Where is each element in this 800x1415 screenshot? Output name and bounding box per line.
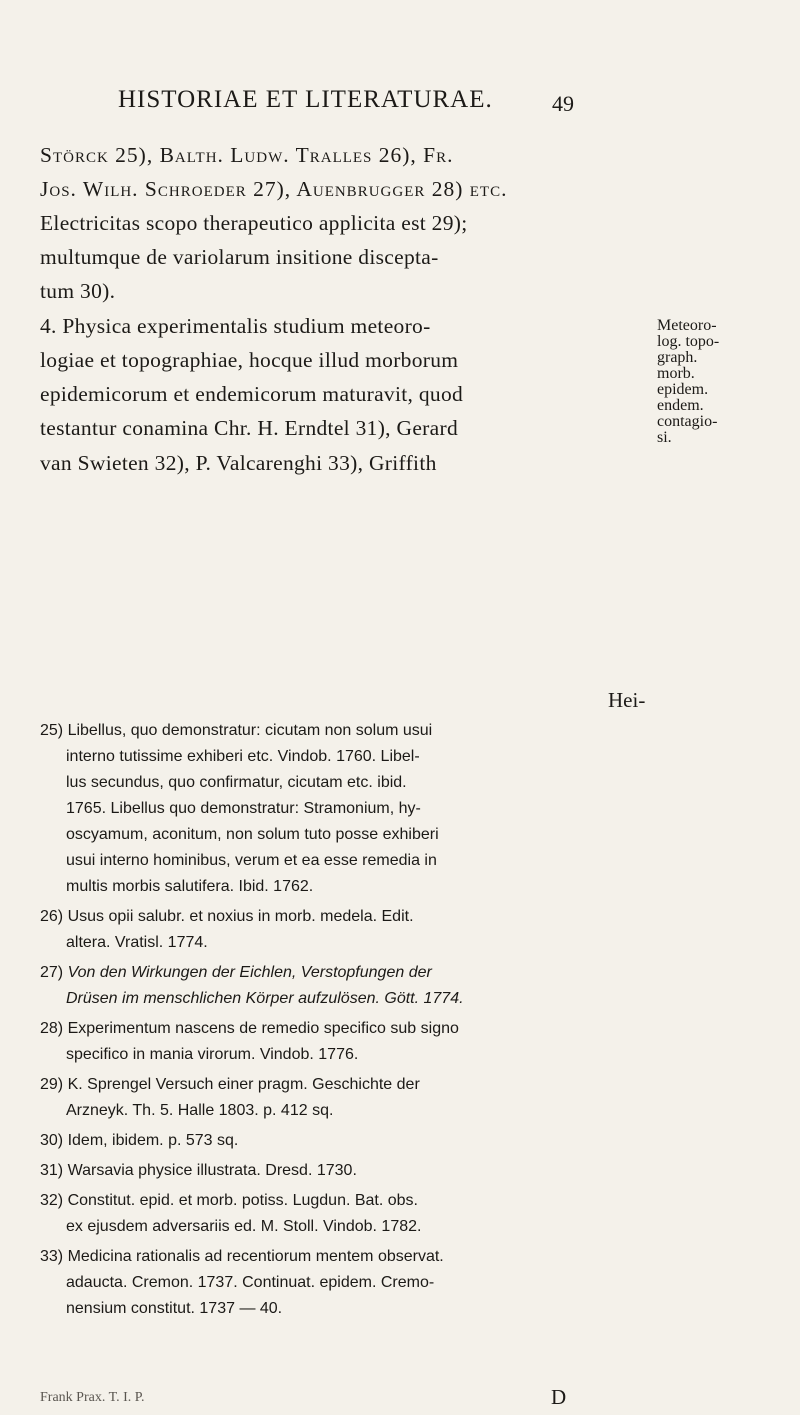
- footnote-text: Drüsen im menschlichen Körper aufzulösen. Gött. 1774.: [66, 990, 464, 1007]
- signature-letter: D: [551, 1385, 567, 1409]
- margin-note-line: log. topo-: [657, 333, 720, 350]
- footnote-text: Idem, ibidem. p. 573 sq.: [67, 1132, 239, 1149]
- footnote-text: interno tutissime exhiberi etc. Vindob. 1760. Libel-: [66, 748, 420, 765]
- footnote-text: adaucta. Cremon. 1737. Continuat. epidem. Cremo-: [66, 1274, 435, 1291]
- body-line: 4. Physica experimentalis studium meteoro-: [40, 314, 431, 338]
- footnote: [40, 1072, 620, 1124]
- running-header: HISTORIAE ET LITERATURAE.: [118, 86, 493, 113]
- body-line: testantur conamina Chr. H. Erndtel 31), Gerard: [40, 416, 458, 440]
- margin-note-line: morb.: [657, 365, 695, 382]
- footnote-number: 28): [40, 1020, 64, 1037]
- body-line: Jos. Wilh. Schroeder 27), Auenbrugger 28) etc.: [40, 177, 508, 201]
- margin-note-line: si.: [657, 429, 672, 446]
- footnote-text: K. Sprengel Versuch einer pragm. Geschichte der: [67, 1076, 420, 1093]
- margin-note: [657, 318, 797, 446]
- body-line: logiae et topographiae, hocque illud morborum: [40, 348, 459, 372]
- footnote: [40, 1016, 620, 1068]
- footnote-text: Medicina rationalis ad recentiorum mentem observat.: [67, 1248, 444, 1265]
- footnote-number: 33): [40, 1248, 64, 1265]
- body-line: tum 30).: [40, 279, 116, 303]
- footnote-text: nensium constitut. 1737 — 40.: [66, 1300, 283, 1317]
- footnote-text: Von den Wirkungen der Eichlen, Verstopfungen der: [67, 964, 432, 981]
- footnote-text: specifico in mania virorum. Vindob. 1776.: [66, 1046, 359, 1063]
- footnote-text: lus secundus, quo confirmatur, cicutam etc. ibid.: [66, 774, 407, 791]
- footnote-text: Experimentum nascens de remedio specifico sub signo: [67, 1020, 459, 1037]
- footnotes: [40, 718, 620, 1326]
- signature-mark: Frank Prax. T. I. P.: [40, 1390, 145, 1405]
- footnote-text: Arzneyk. Th. 5. Halle 1803. p. 412 sq.: [66, 1102, 334, 1119]
- footnote: [40, 718, 620, 900]
- margin-note-line: contagio-: [657, 413, 718, 430]
- footnote-text: Usus opii salubr. et noxius in morb. medela. Edit.: [67, 908, 414, 925]
- footnote-text: altera. Vratisl. 1774.: [66, 934, 208, 951]
- body-line: van Swieten 32), P. Valcarenghi 33), Griffith: [40, 451, 437, 475]
- footnote-text: ex ejusdem adversariis ed. M. Stoll. Vindob. 1782.: [66, 1218, 422, 1235]
- footnote-text: 1765. Libellus quo demonstratur: Stramonium, hy-: [66, 800, 421, 817]
- body-line: Electricitas scopo therapeutico applicita est 29);: [40, 211, 468, 235]
- body-line: epidemicorum et endemicorum maturavit, quod: [40, 382, 464, 406]
- footnote-number: 32): [40, 1192, 64, 1209]
- footnote: [40, 1128, 620, 1154]
- margin-note-line: Meteoro-: [657, 317, 717, 334]
- footnote-text: usui interno hominibus, verum et ea esse remedia in: [66, 852, 437, 869]
- footnote-number: 25): [40, 722, 64, 739]
- footnote-number: 30): [40, 1132, 64, 1149]
- margin-note-line: epidem.: [657, 381, 709, 398]
- footnote-text: oscyamum, aconitum, non solum tuto posse exhiberi: [66, 826, 439, 843]
- footnote: [40, 960, 620, 1012]
- margin-note-line: graph.: [657, 349, 698, 366]
- footnote-text: Constitut. epid. et morb. potiss. Lugdun. Bat. obs.: [67, 1192, 418, 1209]
- body-line: Störck 25), Balth. Ludw. Tralles 26), Fr.: [40, 143, 454, 167]
- footnote-text: Warsavia physice illustrata. Dresd. 1730.: [67, 1162, 357, 1179]
- footnote-number: 29): [40, 1076, 64, 1093]
- page-number: 49: [552, 91, 574, 116]
- footnote: [40, 904, 620, 956]
- catchword: Hei-: [608, 688, 646, 712]
- footnote-text: Libellus, quo demonstratur: cicutam non solum usui: [67, 722, 433, 739]
- footnote-number: 26): [40, 908, 64, 925]
- footnote: [40, 1188, 620, 1240]
- footnote: [40, 1158, 620, 1184]
- footnote: [40, 1244, 620, 1322]
- footnote-number: 31): [40, 1162, 64, 1179]
- margin-note-line: endem.: [657, 397, 704, 414]
- body-line: multumque de variolarum insitione discepta-: [40, 245, 439, 269]
- footnote-text: multis morbis salutifera. Ibid. 1762.: [66, 878, 314, 895]
- footnote-number: 27): [40, 964, 64, 981]
